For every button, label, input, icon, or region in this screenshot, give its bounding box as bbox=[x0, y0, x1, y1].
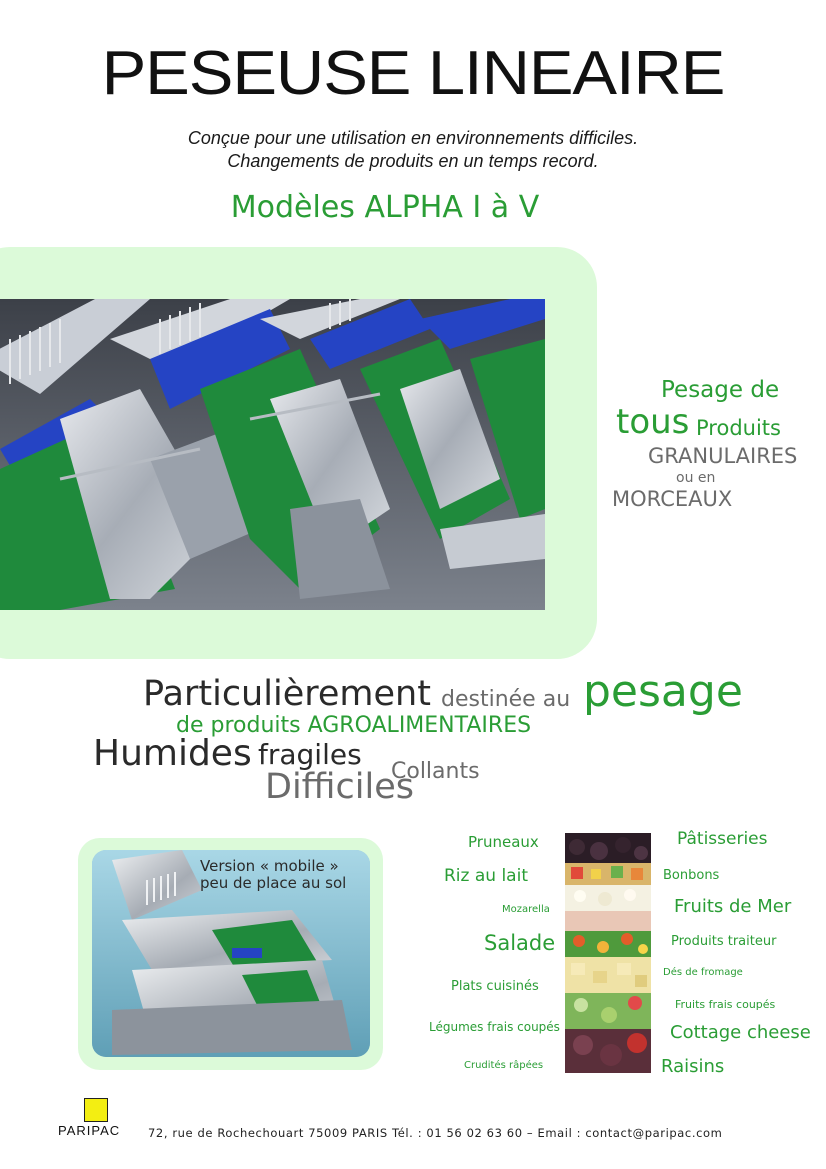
food-label: Plats cuisinés bbox=[451, 979, 539, 994]
food-products-strip bbox=[565, 833, 651, 1073]
food-label: Pâtisseries bbox=[677, 829, 768, 849]
claim-ou-en: ou en bbox=[676, 470, 716, 486]
word-de-produits: de produits AGROALIMENTAIRES bbox=[176, 713, 532, 738]
logo-text: PARIPAC bbox=[58, 1123, 121, 1138]
subtitle-line-2: Changements de produits en un temps record. bbox=[227, 151, 599, 171]
food-label: Produits traiteur bbox=[671, 934, 777, 949]
word-humides: Humides bbox=[93, 733, 252, 774]
word-fragiles: fragiles bbox=[258, 738, 362, 771]
claim-pesage-de: Pesage de bbox=[661, 377, 780, 403]
food-label: Crudités râpées bbox=[464, 1060, 544, 1071]
subtitle-line-1: Conçue pour une utilisation en environnements difficiles. bbox=[187, 128, 639, 148]
food-label: Raisins bbox=[661, 1056, 725, 1077]
logo-square-icon bbox=[84, 1098, 108, 1122]
linear-weigher-photo bbox=[0, 299, 545, 610]
claim-granulaires: GRANULAIRES bbox=[648, 444, 798, 468]
word-collants: Collants bbox=[391, 759, 480, 784]
food-label: Pruneaux bbox=[468, 833, 539, 851]
food-label: Riz au lait bbox=[444, 866, 528, 886]
food-label: Légumes frais coupés bbox=[429, 1020, 560, 1034]
mobile-caption-line-1: Version « mobile » bbox=[200, 857, 339, 875]
food-label: Salade bbox=[484, 931, 556, 955]
models-heading: Modèles ALPHA I à V bbox=[230, 190, 540, 225]
page-title: PESEUSE LINEAIRE bbox=[101, 39, 725, 108]
mobile-caption bbox=[200, 858, 346, 892]
word-particulierement: Particulièrement bbox=[143, 674, 431, 714]
food-label: Fruits frais coupés bbox=[675, 998, 776, 1011]
word-pesage: pesage bbox=[583, 666, 743, 717]
word-destinee-au: destinée au bbox=[441, 687, 571, 712]
food-label: Bonbons bbox=[663, 868, 720, 883]
claim-morceaux: MORCEAUX bbox=[612, 487, 733, 511]
claim-produits: Produits bbox=[696, 416, 781, 440]
food-label: Cottage cheese bbox=[670, 1022, 811, 1043]
food-label: Fruits de Mer bbox=[674, 896, 792, 917]
food-label: Dés de fromage bbox=[663, 967, 743, 978]
food-label: Mozarella bbox=[502, 904, 550, 915]
footer-address: 72, rue de Rochechouart 75009 PARIS Tél. : 01 56 02 63 60 – Email : contact@paripac.com bbox=[148, 1126, 723, 1140]
mobile-caption-line-2: peu de place au sol bbox=[200, 874, 347, 892]
word-difficiles: Difficiles bbox=[265, 767, 414, 807]
claim-tous: tous bbox=[616, 402, 690, 442]
